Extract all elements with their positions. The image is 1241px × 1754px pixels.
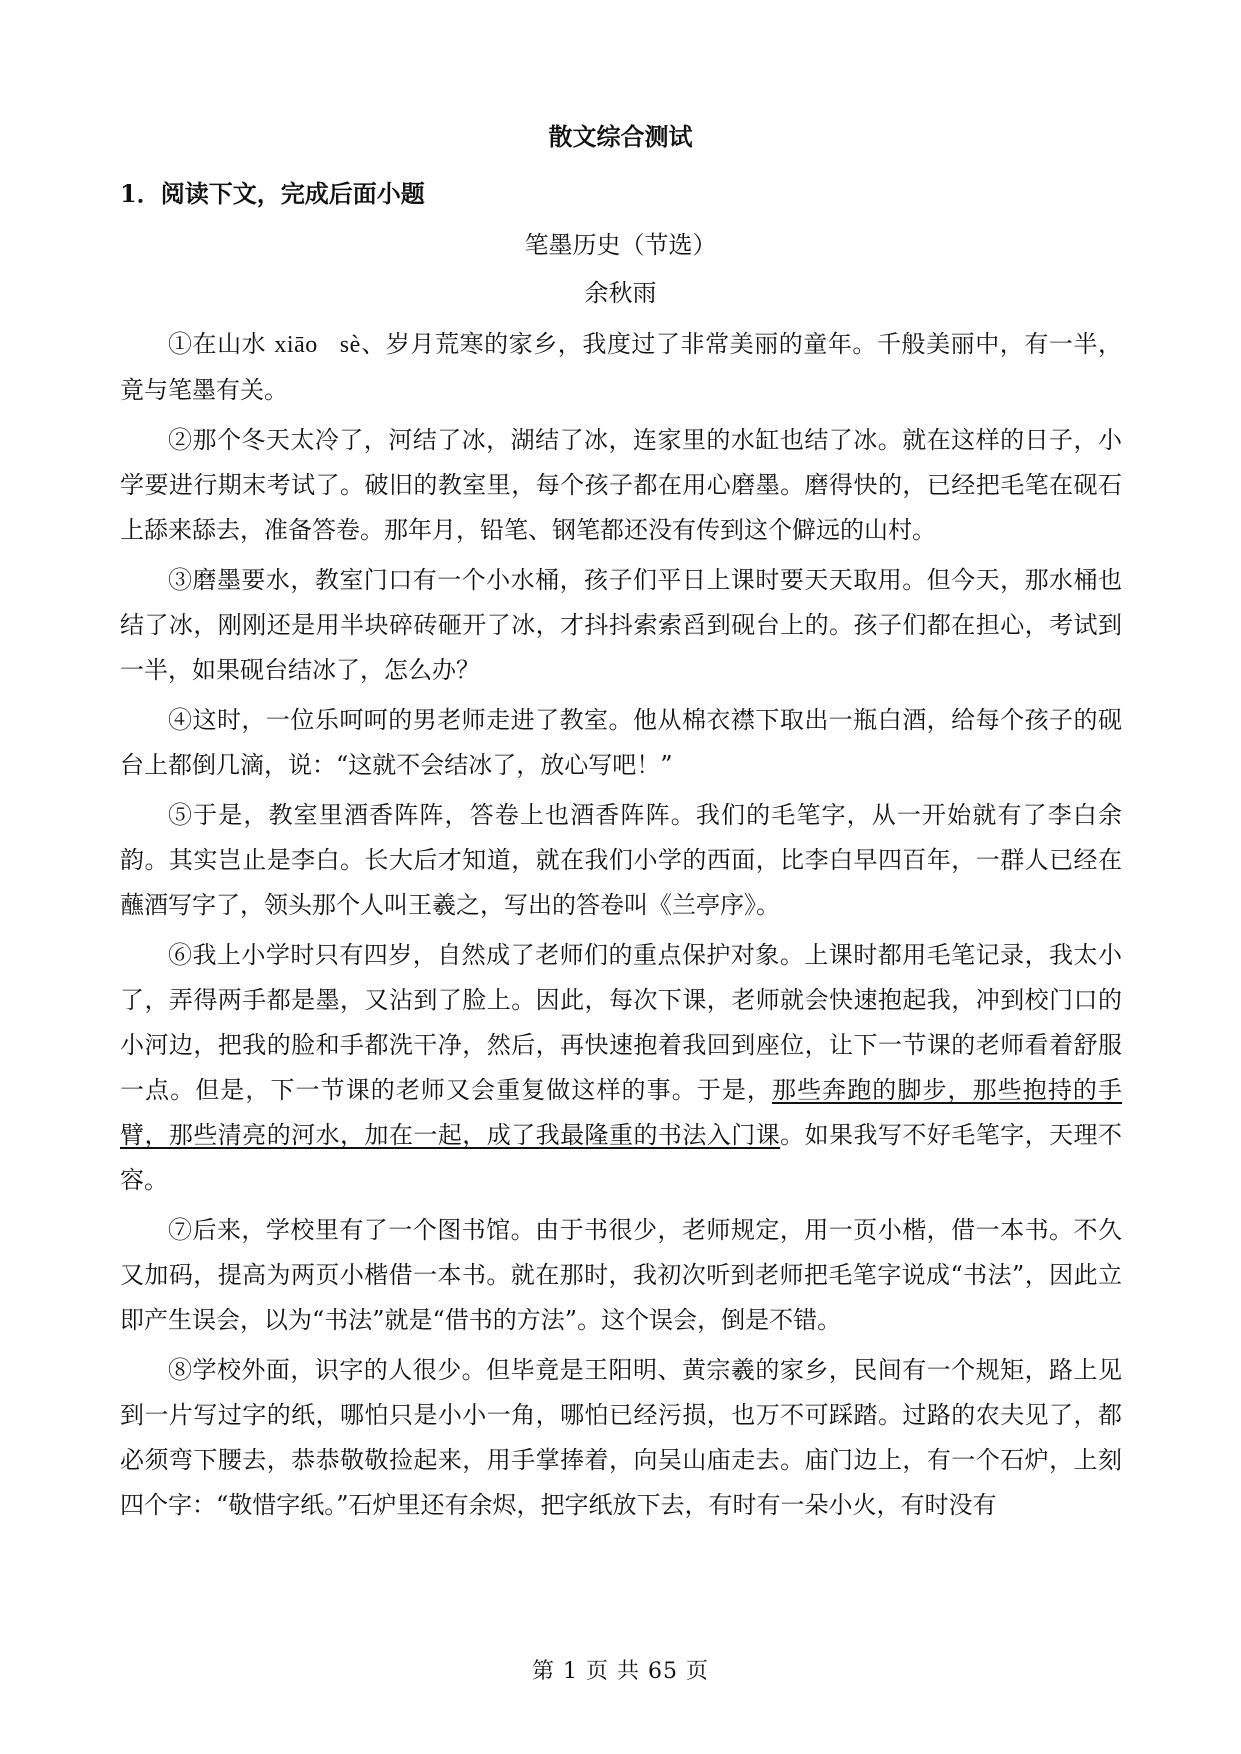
paragraph-5: ⑤于是，教室里酒香阵阵，答卷上也酒香阵阵。我们的毛笔字，从一开始就有了李白余韵。其实岂止是李白。长大后才知道，就在我们小学的西面，比李白早四百年，一群人已经在蘸酒写字了，领头那个人叫王羲之，写出的答卷叫《兰亭序》。 bbox=[120, 801, 1122, 919]
underlined-sentence: 那些奔跑的脚步，那些抱持的手臂，那些清亮的河水，加在一起，成了我最隆重的书法入门课 bbox=[120, 1076, 1122, 1149]
paragraph-6-text: ⑥我上小学时只有四岁，自然成了老师们的重点保护对象。上课时都用毛笔记录，我太小了，弄得两手都是墨，又沾到了脸上。因此，每次下课，老师就会快速抱起我，冲到校门口的小河边，把我的脸和手都洗干净，然后，再快速抱着我回到座位，让下一节课的老师看着舒服一点。但是，下一节课的老师又会重复做这样的事。于是， bbox=[120, 941, 1122, 1104]
paragraph-7: ⑦后来，学校里有了一个图书馆。由于书很少，老师规定，用一页小楷，借一本书。不久又加码，提高为两页小楷借一本书。就在那时，我初次听到老师把毛笔字说成“书法”，因此立即产生误会，以为“书法”就是“借书的方法”。这个误会，倒是不错。 bbox=[120, 1216, 1122, 1334]
paragraph-1-text-cont: 、岁月荒寒的家乡，我度过了非常美丽的童年。千般美丽中，有一半，竟与笔墨有关。 bbox=[120, 330, 1122, 404]
pinyin-blank-1: xiāo bbox=[274, 332, 318, 358]
paragraph-6 bbox=[120, 933, 1122, 1203]
paragraph-3: ③磨墨要水，教室门口有一个小水桶，孩子们平日上课时要天天取用。但今天，那水桶也结了冰，刚刚还是用半块碎砖砸开了冰，才抖抖索索舀到砚台上的。孩子们都在担心，考试到一半，如果砚台结冰了，怎么办？ bbox=[120, 566, 1122, 684]
page-footer: 第 1 页 共 65 页 bbox=[532, 1659, 709, 1684]
page-title: 散文综合测试 bbox=[548, 122, 693, 151]
paragraph-1-text: ①在山水 bbox=[168, 330, 275, 358]
question-heading: 1．阅读下文，完成后面小题 bbox=[120, 179, 425, 208]
paragraph-4: ④这时，一位乐呵呵的男老师走进了教室。他从棉衣襟下取出一瓶白酒，给每个孩子的砚台上都倒几滴，说：“这就不会结冰了，放心写吧！” bbox=[120, 706, 1122, 779]
paragraph-1 bbox=[120, 322, 1122, 413]
paragraph-2: ②那个冬天太冷了，河结了冰，湖结了冰，连家里的水缸也结了冰。就在这样的日子，小学要进行期末考试了。破旧的教室里，每个孩子都在用心磨墨。磨得快的，已经把毛笔在砚石上舔来舔去，准备答卷。那年月，铅笔、钢笔都还没有传到这个僻远的山村。 bbox=[120, 426, 1122, 544]
article-author: 余秋雨 bbox=[584, 279, 657, 307]
paragraph-8: ⑧学校外面，识字的人很少。但毕竟是王阳明、黄宗羲的家乡，民间有一个规矩，路上见到一片写过字的纸，哪怕只是小小一角，哪怕已经污损，也万不可踩踏。过路的农夫见了，都必须弯下腰去，恭恭敬敬捡起来，用手掌捧着，向吴山庙走去。庙门边上，有一个石炉，上刻四个字：“敬惜字纸。”石炉里还有余烬，把字纸放下去，有时有一朵小火，有时没有 bbox=[120, 1356, 1122, 1519]
article-body bbox=[120, 322, 1122, 1533]
article-title: 笔墨历史（节选） bbox=[524, 231, 717, 259]
paragraph-6-text-cont: 。如果我写不好毛笔字，天理不容。 bbox=[120, 1121, 1123, 1194]
pinyin-blank-2: sè bbox=[339, 332, 361, 358]
